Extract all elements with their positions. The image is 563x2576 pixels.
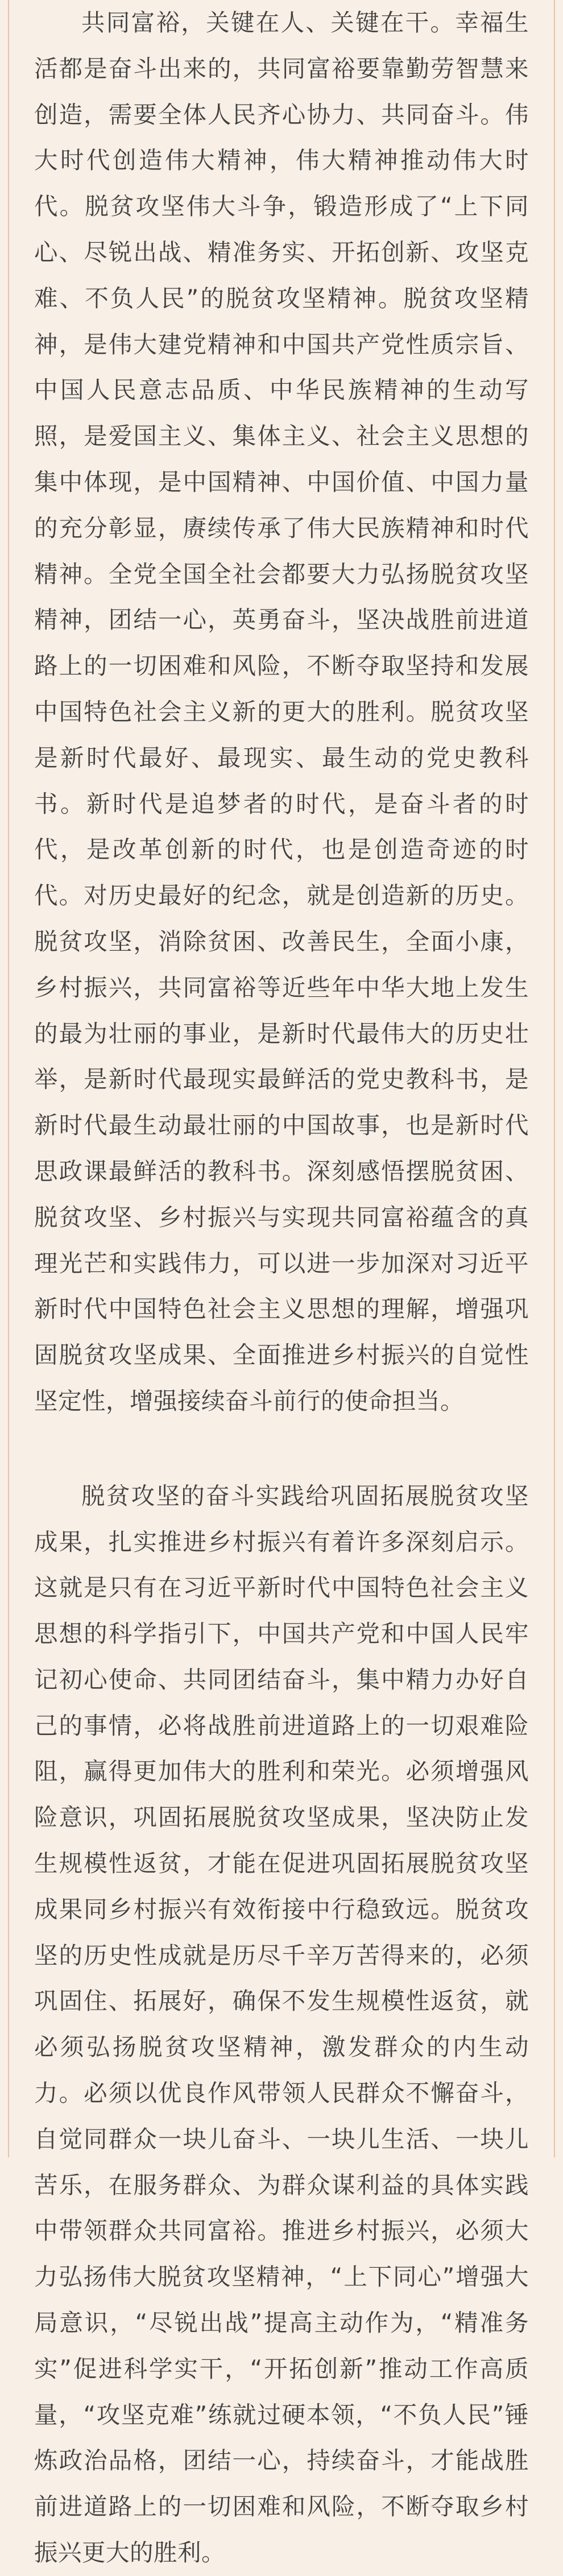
paragraph-2: 脱贫攻坚的奋斗实践给巩固拓展脱贫攻坚成果，扎实推进乡村振兴有着许多深刻启示。这就是只有在习近平新时代中国特色社会主义思想的科学指引下，中国共产党和中国人民牢记初心使命、共同团结奋斗，集中精力办好自己的事情，必将战胜前进道路上的一切艰难险阻，赢得更加伟大的胜利和荣光。必须增强风险意识，巩固拓展脱贫攻坚成果，坚决防止发生规模性返贫，才能在促进巩固拓展脱贫攻坚成果同乡村振兴有效衔接中行稳致远。脱贫攻坚的历史性成就是历尽千辛万苦得来的，必须巩固住、拓展好，确保不发生规模性返贫，就必须弘扬脱贫攻坚精神，激发群众的内生动力。必须以优良作风带领人民群众不懈奋斗，自觉同群众一块儿奋斗、一块儿生活、一块儿苦乐，在服务群众、为群众谋利益的具体实践中带领群众共同富裕。推进乡村振兴，必须大力弘扬伟大脱贫攻坚精神，“上下同心”增强大局意识，“尽锐出战”提高主动作为，“精准务实”促进科学实干，“开拓创新”推动工作高质量，“攻坚克难”练就过硬本领，“不负人民”锤炼政治品格，团结一心，持续奋斗，才能战胜前进道路上的一切困难和风险，不断夺取乡村振兴更大的胜利。 xyxy=(34,1481,529,2567)
paragraph-1: 共同富裕，关键在人、关键在干。幸福生活都是奋斗出来的，共同富裕要靠勤劳智慧来创造，需要全体人民齐心协力、共同奋斗。伟大时代创造伟大精神，伟大精神推动伟大时代。脱贫攻坚伟大斗争，锻造形成了“上下同心、尽锐出战、精准务实、开拓创新、攻坚克难、不负人民”的脱贫攻坚精神。脱贫攻坚精神，是伟大建党精神和中国共产党性质宗旨、中国人民意志品质、中华民族精神的生动写照，是爱国主义、集体主义、社会主义思想的集中体现，是中国精神、中国价值、中国力量的充分彰显，赓续传承了伟大民族精神和时代精神。全党全国全社会都要大力弘扬脱贫攻坚精神，团结一心，英勇奋斗，坚决战胜前进道路上的一切困难和风险，不断夺取坚持和发展中国特色社会主义新的更大的胜利。脱贫攻坚是新时代最好、最现实、最生动的党史教科书。新时代是追梦者的时代，是奋斗者的时代，是改革创新的时代，也是创造奇迹的时代。对历史最好的纪念，就是创造新的历史。脱贫攻坚，消除贫困、改善民生，全面小康，乡村振兴，共同富裕等近些年中华大地上发生的最为壮丽的事业，是新时代最伟大的历史壮举，是新时代最现实最鲜活的党史教科书，是新时代最生动最壮丽的中国故事，也是新时代思政课最鲜活的教科书。深刻感悟摆脱贫困、脱贫攻坚、乡村振兴与实现共同富裕蕴含的真理光芒和实践伟力，可以进一步加深对习近平新时代中国特色社会主义思想的理解，增强巩固脱贫攻坚成果、全面推进乡村振兴的自觉性坚定性，增强接续奋斗前行的使命担当。 xyxy=(34,9,529,1415)
right-border-rule xyxy=(554,0,555,2157)
left-border-rule xyxy=(8,0,9,2157)
article-body xyxy=(34,0,529,2576)
